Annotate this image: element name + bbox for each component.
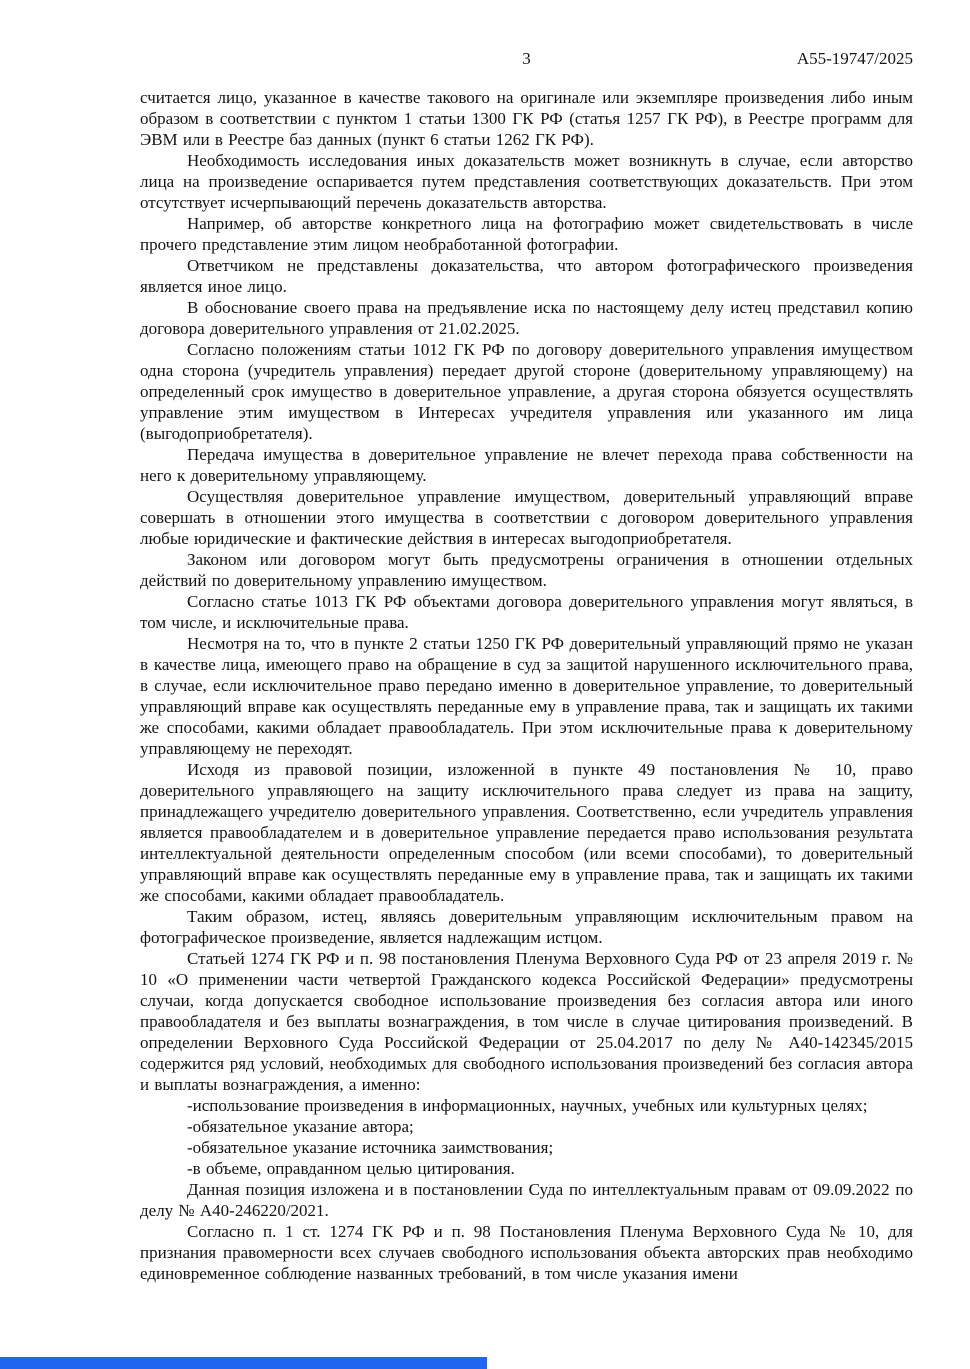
body-paragraph: Необходимость исследования иных доказательств может возникнуть в случае, если авторство лица на произведение оспаривается путем представления соответствующих доказательств. При этом отсутствует исчерпывающий перечень доказательств авторства. [140, 151, 913, 212]
list-item: -использование произведения в информационных, научных, учебных или культурных целях; [187, 1096, 868, 1115]
document-body [140, 87, 913, 1284]
body-paragraph: Исходя из правовой позиции, изложенной в пункте 49 постановления № 10, право доверительного управляющего на защиту исключительного права следует из права на защиту, принадлежащего учредителю доверительного управления. Соответственно, если учредитель управления является правообладателем и в доверительное управление передается право использования результата интеллектуальной деятельности определенным способом (или всеми способами), то доверительный управляющий вправе как осуществлять переданные ему в управление права, так и защищать их такими же способами, какими обладает правообладатель. [140, 760, 913, 905]
body-paragraph: В обоснование своего права на предъявление иска по настоящему делу истец представил копию договора доверительного управления от 21.02.2025. [140, 298, 913, 338]
list-item: -обязательное указание автора; [187, 1117, 414, 1136]
page-header [140, 48, 913, 70]
list-item: -в объеме, оправданном целью цитирования. [187, 1159, 515, 1178]
body-paragraph: Согласно п. 1 ст. 1274 ГК РФ и п. 98 Постановления Пленума Верховного Суда № 10, для признания правомерности всех случаев свободного использования объекта авторских прав необходимо единовременное соблюдение названных требований, в том числе указания имени [140, 1222, 913, 1283]
body-paragraph: Законом или договором могут быть предусмотрены ограничения в отношении отдельных действий по доверительному управлению имуществом. [140, 550, 913, 590]
body-paragraph: Осуществляя доверительное управление имуществом, доверительный управляющий вправе совершать в отношении этого имущества в соответствии с договором доверительного управления любые юридические и фактические действия в интересах выгодоприобретателя. [140, 487, 913, 548]
loading-progress-bar [0, 1357, 487, 1369]
body-paragraph: Передача имущества в доверительное управление не влечет перехода права собственности на него к доверительному управляющему. [140, 445, 913, 485]
body-paragraph: Несмотря на то, что в пункте 2 статьи 1250 ГК РФ доверительный управляющий прямо не указан в качестве лица, имеющего право на обращение в суд за защитой нарушенного исключительного права, в случае, если исключительное право передано именно в доверительное управление, то доверительный управляющий вправе как осуществлять переданные ему в управление права, так и защищать их такими же способами, какими обладает правообладатель. При этом исключительные права к доверительному управляющему не переходят. [140, 634, 913, 758]
body-paragraph: Данная позиция изложена и в постановлении Суда по интеллектуальным правам от 09.09.2022 по делу № А40-246220/2021. [140, 1180, 913, 1220]
body-paragraph: Согласно положениям статьи 1012 ГК РФ по договору доверительного управления имуществом одна сторона (учредитель управления) передает другой стороне (доверительному управляющему) на определенный срок имущество в доверительное управление, а другая сторона обязуется осуществлять управление этим имуществом в Интересах учредителя управления или указанного им лица (выгодоприобретателя). [140, 340, 913, 443]
list-item: -обязательное указание источника заимствования; [187, 1138, 554, 1157]
body-paragraph: Таким образом, истец, являясь доверительным управляющим исключительным правом на фотографическое произведение, является надлежащим истцом. [140, 907, 913, 947]
page-number: 3 [522, 49, 531, 68]
body-paragraph: Статьей 1274 ГК РФ и п. 98 постановления Пленума Верховного Суда РФ от 23 апреля 2019 г. № 10 «О применении части четвертой Гражданского кодекса Российской Федерации» предусмотрены случаи, когда допускается свободное использование произведения без согласия автора или иного правообладателя и без выплаты вознаграждения, в том числе в случае цитирования произведений. В определении Верховного Суда Российской Федерации от 25.04.2017 по делу № А40-142345/2015 содержится ряд условий, необходимых для свободного использования произведений без согласия автора и выплаты вознаграждения, а именно: [140, 949, 913, 1094]
body-paragraph: Ответчиком не представлены доказательства, что автором фотографического произведения является иное лицо. [140, 256, 913, 296]
body-paragraph: считается лицо, указанное в качестве такового на оригинале или экземпляре произведения либо иным образом в соответствии с пунктом 1 статьи 1300 ГК РФ (статья 1257 ГК РФ), в Реестре программ для ЭВМ или в Реестре баз данных (пункт 6 статьи 1262 ГК РФ). [140, 88, 913, 149]
body-paragraph: Например, об авторстве конкретного лица на фотографию может свидетельствовать в числе прочего представление этим лицом необработанной фотографии. [140, 214, 913, 254]
case-number: А55-19747/2025 [796, 49, 913, 68]
body-paragraph: Согласно статье 1013 ГК РФ объектами договора доверительного управления могут являться, в том числе, и исключительные права. [140, 592, 913, 632]
